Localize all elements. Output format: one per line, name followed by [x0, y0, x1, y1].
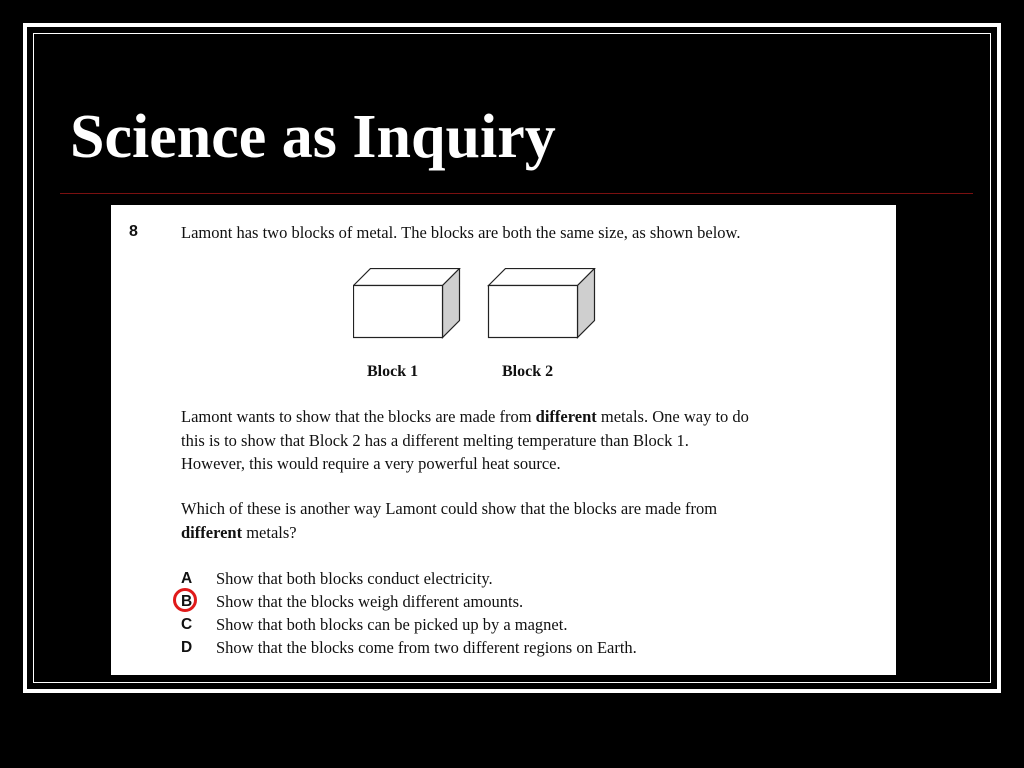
question-card — [111, 205, 896, 675]
option-letter: A — [181, 570, 193, 587]
option-text: Show that the blocks come from two different regions on Earth. — [216, 638, 637, 657]
question-number: 8 — [129, 223, 138, 240]
block-1-shape — [354, 269, 460, 338]
block-2-shape — [489, 269, 595, 338]
option-letter: D — [181, 639, 193, 656]
metal-blocks-figure — [353, 268, 599, 345]
option-text: Show that the blocks weigh different amounts. — [216, 592, 524, 611]
title-divider — [60, 193, 973, 194]
option-text: Show that both blocks conduct electricity. — [216, 569, 493, 588]
paragraph-line-3: However, this would require a very powerful heat source. — [181, 454, 561, 473]
block-2-label: Block 2 — [502, 363, 554, 380]
option-letter: C — [181, 616, 193, 633]
paragraph-line-2: this is to show that Block 2 has a different melting temperature than Block 1. — [181, 430, 689, 450]
option-text: Show that both blocks can be picked up by a magnet. — [216, 615, 568, 634]
prompt-line-2: different metals? — [181, 522, 297, 542]
block-1-label: Block 1 — [367, 363, 419, 380]
prompt-line-1: Which of these is another way Lamont could show that the blocks are made from — [181, 499, 718, 518]
paragraph-line-1: Lamont wants to show that the blocks are made from different metals. One way to do — [181, 407, 749, 426]
question-intro: Lamont has two blocks of metal. The blocks are both the same size, as shown below. — [181, 223, 741, 242]
slide-title: Science as Inquiry — [70, 103, 556, 171]
option-letter: B — [181, 593, 193, 610]
